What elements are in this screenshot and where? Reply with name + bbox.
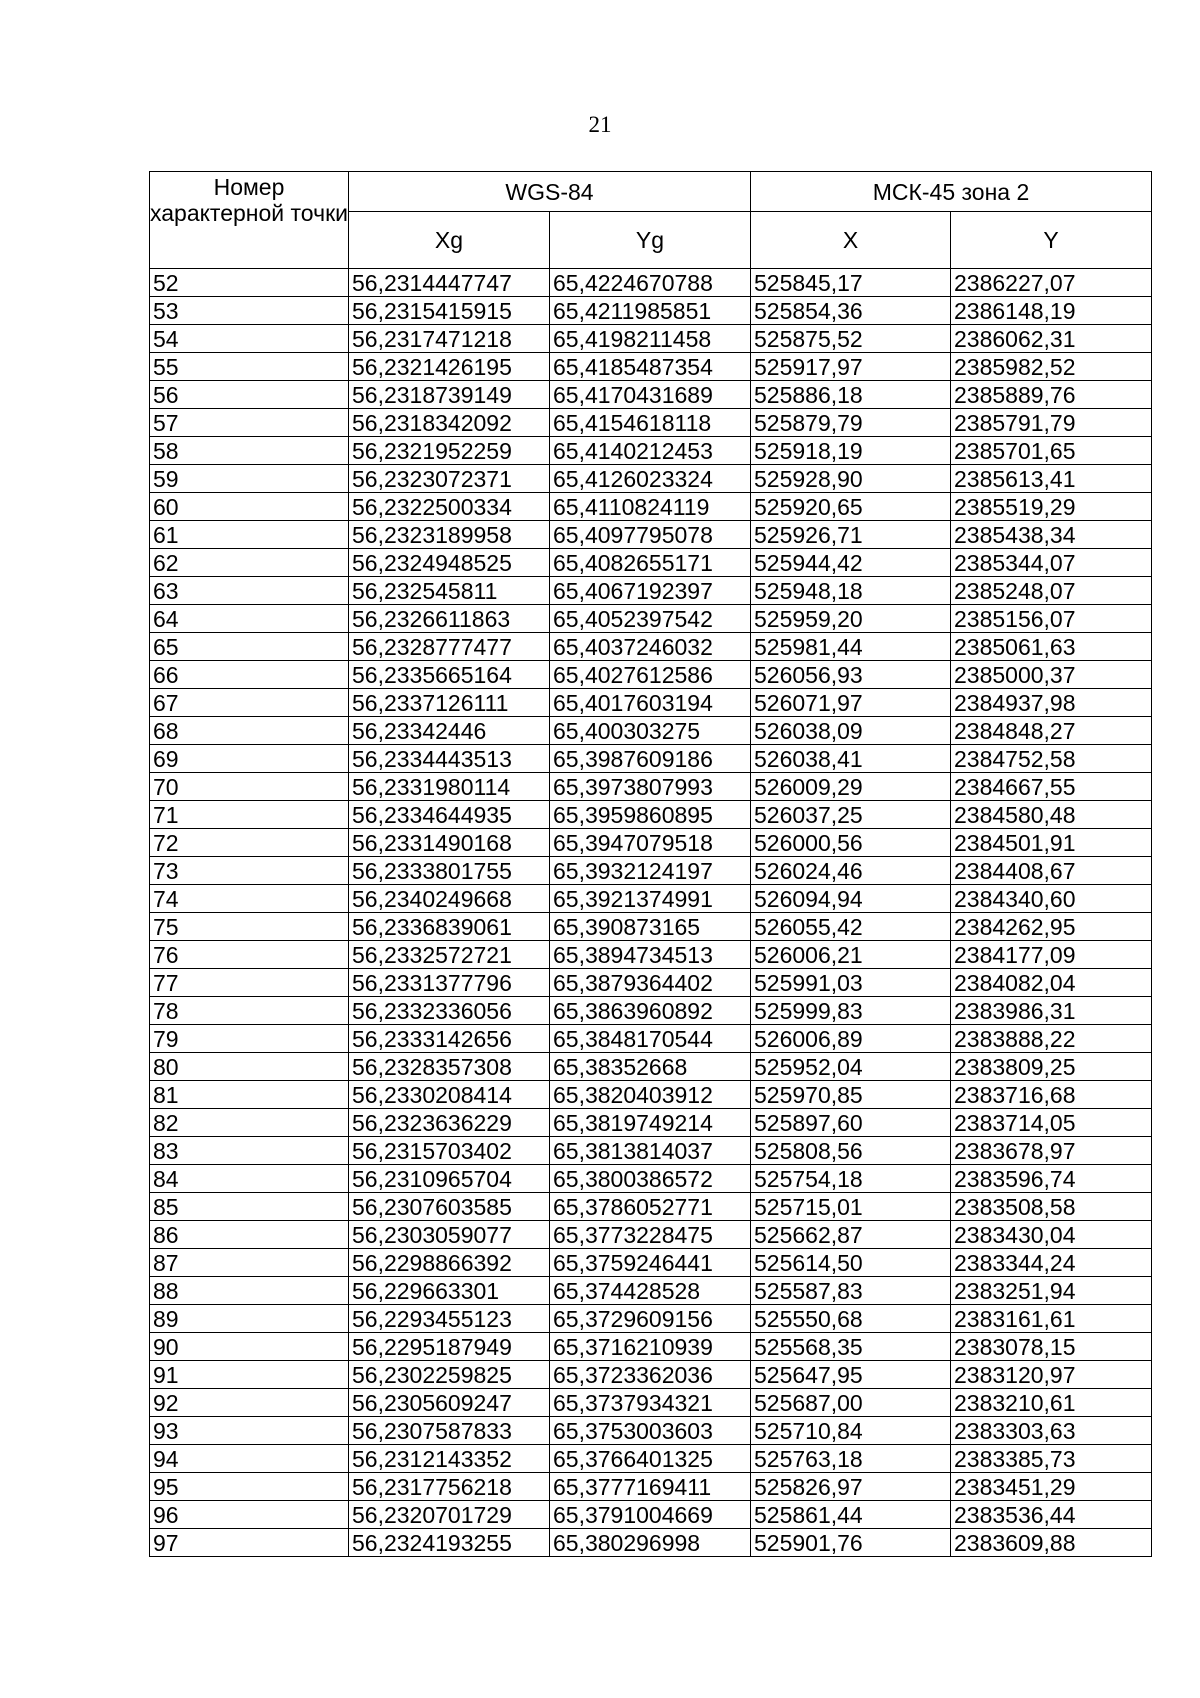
table-row [150, 1053, 1152, 1081]
y-cell: 2383609,88 [951, 1529, 1152, 1557]
y-cell: 2383161,61 [951, 1305, 1152, 1333]
point-number-cell: 66 [150, 661, 349, 689]
y-cell: 2383120,97 [951, 1361, 1152, 1389]
yg-cell: 65,3820403912 [550, 1081, 751, 1109]
table-row [150, 1109, 1152, 1137]
x-cell: 525763,18 [751, 1445, 951, 1473]
point-number-cell: 69 [150, 745, 349, 773]
xg-cell: 56,2314447747 [349, 269, 550, 297]
point-number-cell: 91 [150, 1361, 349, 1389]
y-cell: 2385061,63 [951, 633, 1152, 661]
table-row [150, 521, 1152, 549]
xg-cell: 56,2298866392 [349, 1249, 550, 1277]
y-cell: 2384752,58 [951, 745, 1152, 773]
x-cell: 525952,04 [751, 1053, 951, 1081]
x-cell: 525808,56 [751, 1137, 951, 1165]
point-number-cell: 63 [150, 577, 349, 605]
header-msk45: МСК-45 зона 2 [751, 172, 1152, 212]
x-cell: 525981,44 [751, 633, 951, 661]
x-cell: 525879,79 [751, 409, 951, 437]
xg-cell: 56,2333801755 [349, 857, 550, 885]
point-number-cell: 60 [150, 493, 349, 521]
x-cell: 526038,09 [751, 717, 951, 745]
y-cell: 2383210,61 [951, 1389, 1152, 1417]
yg-cell: 65,3729609156 [550, 1305, 751, 1333]
x-cell: 525920,65 [751, 493, 951, 521]
table-row [150, 1333, 1152, 1361]
table-row [150, 913, 1152, 941]
point-number-cell: 72 [150, 829, 349, 857]
x-cell: 525662,87 [751, 1221, 951, 1249]
table-row [150, 745, 1152, 773]
xg-cell: 56,2323072371 [349, 465, 550, 493]
x-cell: 526000,56 [751, 829, 951, 857]
yg-cell: 65,4140212453 [550, 437, 751, 465]
yg-cell: 65,3813814037 [550, 1137, 751, 1165]
xg-cell: 56,2293455123 [349, 1305, 550, 1333]
point-number-cell: 79 [150, 1025, 349, 1053]
xg-cell: 56,2305609247 [349, 1389, 550, 1417]
header-row-groups [150, 172, 1152, 212]
table-row [150, 1305, 1152, 1333]
table-row [150, 857, 1152, 885]
header-xg: Xg [349, 212, 550, 269]
y-cell: 2385438,34 [951, 521, 1152, 549]
table-row [150, 1081, 1152, 1109]
xg-cell: 56,2321426195 [349, 353, 550, 381]
yg-cell: 65,4211985851 [550, 297, 751, 325]
xg-cell: 56,2310965704 [349, 1165, 550, 1193]
xg-cell: 56,2324193255 [349, 1529, 550, 1557]
x-cell: 525854,36 [751, 297, 951, 325]
y-cell: 2385889,76 [951, 381, 1152, 409]
point-number-cell: 93 [150, 1417, 349, 1445]
xg-cell: 56,2312143352 [349, 1445, 550, 1473]
yg-cell: 65,400303275 [550, 717, 751, 745]
table-row [150, 1529, 1152, 1557]
point-number-cell: 95 [150, 1473, 349, 1501]
x-cell: 525647,95 [751, 1361, 951, 1389]
yg-cell: 65,3932124197 [550, 857, 751, 885]
y-cell: 2383678,97 [951, 1137, 1152, 1165]
y-cell: 2384937,98 [951, 689, 1152, 717]
xg-cell: 56,2331490168 [349, 829, 550, 857]
y-cell: 2383508,58 [951, 1193, 1152, 1221]
point-number-cell: 97 [150, 1529, 349, 1557]
xg-cell: 56,2324948525 [349, 549, 550, 577]
x-cell: 525710,84 [751, 1417, 951, 1445]
y-cell: 2383809,25 [951, 1053, 1152, 1081]
table-row [150, 633, 1152, 661]
x-cell: 526037,25 [751, 801, 951, 829]
header-wgs84: WGS-84 [349, 172, 751, 212]
yg-cell: 65,4037246032 [550, 633, 751, 661]
xg-cell: 56,2307603585 [349, 1193, 550, 1221]
xg-cell: 56,2331377796 [349, 969, 550, 997]
table-row [150, 1473, 1152, 1501]
xg-cell: 56,23342446 [349, 717, 550, 745]
x-cell: 525901,76 [751, 1529, 951, 1557]
xg-cell: 56,2322500334 [349, 493, 550, 521]
x-cell: 526071,97 [751, 689, 951, 717]
x-cell: 525715,01 [751, 1193, 951, 1221]
y-cell: 2384262,95 [951, 913, 1152, 941]
table-row [150, 997, 1152, 1025]
x-cell: 526094,94 [751, 885, 951, 913]
x-cell: 525970,85 [751, 1081, 951, 1109]
x-cell: 525568,35 [751, 1333, 951, 1361]
x-cell: 525614,50 [751, 1249, 951, 1277]
xg-cell: 56,2303059077 [349, 1221, 550, 1249]
x-cell: 525754,18 [751, 1165, 951, 1193]
y-cell: 2386148,19 [951, 297, 1152, 325]
y-cell: 2384501,91 [951, 829, 1152, 857]
x-cell: 525875,52 [751, 325, 951, 353]
yg-cell: 65,3759246441 [550, 1249, 751, 1277]
point-number-cell: 56 [150, 381, 349, 409]
y-cell: 2384848,27 [951, 717, 1152, 745]
xg-cell: 56,2328357308 [349, 1053, 550, 1081]
table-row [150, 829, 1152, 857]
yg-cell: 65,3777169411 [550, 1473, 751, 1501]
table-row [150, 325, 1152, 353]
xg-cell: 56,2295187949 [349, 1333, 550, 1361]
xg-cell: 56,2326611863 [349, 605, 550, 633]
x-cell: 526009,29 [751, 773, 951, 801]
x-cell: 525944,42 [751, 549, 951, 577]
x-cell: 525959,20 [751, 605, 951, 633]
y-cell: 2383536,44 [951, 1501, 1152, 1529]
point-number-cell: 74 [150, 885, 349, 913]
y-cell: 2384580,48 [951, 801, 1152, 829]
yg-cell: 65,380296998 [550, 1529, 751, 1557]
header-yg: Yg [550, 212, 751, 269]
table-row [150, 577, 1152, 605]
yg-cell: 65,4052397542 [550, 605, 751, 633]
yg-cell: 65,3773228475 [550, 1221, 751, 1249]
y-cell: 2385248,07 [951, 577, 1152, 605]
table-body [150, 269, 1152, 1557]
xg-cell: 56,2332572721 [349, 941, 550, 969]
yg-cell: 65,4154618118 [550, 409, 751, 437]
x-cell: 525886,18 [751, 381, 951, 409]
yg-cell: 65,3863960892 [550, 997, 751, 1025]
point-number-cell: 53 [150, 297, 349, 325]
point-number-cell: 67 [150, 689, 349, 717]
yg-cell: 65,390873165 [550, 913, 751, 941]
xg-cell: 56,2330208414 [349, 1081, 550, 1109]
y-cell: 2383596,74 [951, 1165, 1152, 1193]
table-row [150, 549, 1152, 577]
x-cell: 525917,97 [751, 353, 951, 381]
x-cell: 526006,89 [751, 1025, 951, 1053]
point-number-cell: 54 [150, 325, 349, 353]
y-cell: 2385701,65 [951, 437, 1152, 465]
y-cell: 2385156,07 [951, 605, 1152, 633]
y-cell: 2384667,55 [951, 773, 1152, 801]
xg-cell: 56,2334443513 [349, 745, 550, 773]
x-cell: 526055,42 [751, 913, 951, 941]
point-number-cell: 57 [150, 409, 349, 437]
yg-cell: 65,3848170544 [550, 1025, 751, 1053]
yg-cell: 65,4185487354 [550, 353, 751, 381]
y-cell: 2385000,37 [951, 661, 1152, 689]
y-cell: 2385613,41 [951, 465, 1152, 493]
table-row [150, 773, 1152, 801]
y-cell: 2386227,07 [951, 269, 1152, 297]
table-row [150, 409, 1152, 437]
y-cell: 2384408,67 [951, 857, 1152, 885]
x-cell: 525928,90 [751, 465, 951, 493]
point-number-cell: 64 [150, 605, 349, 633]
x-cell: 525826,97 [751, 1473, 951, 1501]
yg-cell: 65,3766401325 [550, 1445, 751, 1473]
point-number-cell: 71 [150, 801, 349, 829]
y-cell: 2384340,60 [951, 885, 1152, 913]
point-number-cell: 83 [150, 1137, 349, 1165]
table-row [150, 1249, 1152, 1277]
table-row [150, 465, 1152, 493]
point-number-cell: 73 [150, 857, 349, 885]
yg-cell: 65,3819749214 [550, 1109, 751, 1137]
yg-cell: 65,38352668 [550, 1053, 751, 1081]
header-point-number: Номер характерной точки [150, 172, 349, 269]
xg-cell: 56,2337126111 [349, 689, 550, 717]
xg-cell: 56,2315703402 [349, 1137, 550, 1165]
table-row [150, 1193, 1152, 1221]
table-row [150, 717, 1152, 745]
point-number-cell: 84 [150, 1165, 349, 1193]
table-row [150, 353, 1152, 381]
point-number-cell: 77 [150, 969, 349, 997]
point-number-cell: 55 [150, 353, 349, 381]
y-cell: 2385519,29 [951, 493, 1152, 521]
coordinates-table [149, 171, 1152, 1557]
x-cell: 525991,03 [751, 969, 951, 997]
y-cell: 2383303,63 [951, 1417, 1152, 1445]
table-row [150, 1361, 1152, 1389]
x-cell: 525926,71 [751, 521, 951, 549]
xg-cell: 56,2302259825 [349, 1361, 550, 1389]
table-row [150, 605, 1152, 633]
yg-cell: 65,3973807993 [550, 773, 751, 801]
x-cell: 525918,19 [751, 437, 951, 465]
x-cell: 525587,83 [751, 1277, 951, 1305]
y-cell: 2385791,79 [951, 409, 1152, 437]
header-y: Y [951, 212, 1152, 269]
yg-cell: 65,3879364402 [550, 969, 751, 997]
point-number-cell: 61 [150, 521, 349, 549]
point-number-cell: 86 [150, 1221, 349, 1249]
table-row [150, 297, 1152, 325]
x-cell: 525897,60 [751, 1109, 951, 1137]
y-cell: 2383714,05 [951, 1109, 1152, 1137]
y-cell: 2385344,07 [951, 549, 1152, 577]
table-row [150, 1165, 1152, 1193]
yg-cell: 65,3947079518 [550, 829, 751, 857]
xg-cell: 56,2334644935 [349, 801, 550, 829]
x-cell: 526056,93 [751, 661, 951, 689]
xg-cell: 56,2321952259 [349, 437, 550, 465]
xg-cell: 56,2320701729 [349, 1501, 550, 1529]
point-number-cell: 85 [150, 1193, 349, 1221]
yg-cell: 65,4017603194 [550, 689, 751, 717]
y-cell: 2383430,04 [951, 1221, 1152, 1249]
table-row [150, 1417, 1152, 1445]
yg-cell: 65,4027612586 [550, 661, 751, 689]
xg-cell: 56,2332336056 [349, 997, 550, 1025]
xg-cell: 56,2336839061 [349, 913, 550, 941]
table-row [150, 269, 1152, 297]
table-row [150, 1025, 1152, 1053]
table-row [150, 437, 1152, 465]
point-number-cell: 76 [150, 941, 349, 969]
yg-cell: 65,4082655171 [550, 549, 751, 577]
point-number-cell: 62 [150, 549, 349, 577]
table-row [150, 1277, 1152, 1305]
yg-cell: 65,3800386572 [550, 1165, 751, 1193]
yg-cell: 65,4170431689 [550, 381, 751, 409]
table-row [150, 941, 1152, 969]
table-row [150, 661, 1152, 689]
point-number-cell: 80 [150, 1053, 349, 1081]
point-number-cell: 88 [150, 1277, 349, 1305]
yg-cell: 65,4126023324 [550, 465, 751, 493]
x-cell: 525845,17 [751, 269, 951, 297]
table-row [150, 381, 1152, 409]
y-cell: 2383451,29 [951, 1473, 1152, 1501]
point-number-cell: 89 [150, 1305, 349, 1333]
table-row [150, 493, 1152, 521]
table-row [150, 1389, 1152, 1417]
xg-cell: 56,2331980114 [349, 773, 550, 801]
x-cell: 525687,00 [751, 1389, 951, 1417]
yg-cell: 65,3753003603 [550, 1417, 751, 1445]
y-cell: 2385982,52 [951, 353, 1152, 381]
x-cell: 525999,83 [751, 997, 951, 1025]
table-row [150, 1137, 1152, 1165]
xg-cell: 56,2340249668 [349, 885, 550, 913]
point-number-cell: 70 [150, 773, 349, 801]
y-cell: 2383986,31 [951, 997, 1152, 1025]
xg-cell: 56,2318342092 [349, 409, 550, 437]
yg-cell: 65,3723362036 [550, 1361, 751, 1389]
yg-cell: 65,3791004669 [550, 1501, 751, 1529]
y-cell: 2386062,31 [951, 325, 1152, 353]
header-x: X [751, 212, 951, 269]
point-number-cell: 75 [150, 913, 349, 941]
xg-cell: 56,2335665164 [349, 661, 550, 689]
x-cell: 526006,21 [751, 941, 951, 969]
xg-cell: 56,232545811 [349, 577, 550, 605]
yg-cell: 65,4067192397 [550, 577, 751, 605]
y-cell: 2384082,04 [951, 969, 1152, 997]
yg-cell: 65,4110824119 [550, 493, 751, 521]
x-cell: 525948,18 [751, 577, 951, 605]
yg-cell: 65,3959860895 [550, 801, 751, 829]
x-cell: 525861,44 [751, 1501, 951, 1529]
point-number-cell: 81 [150, 1081, 349, 1109]
table-row [150, 801, 1152, 829]
point-number-cell: 82 [150, 1109, 349, 1137]
y-cell: 2384177,09 [951, 941, 1152, 969]
point-number-cell: 87 [150, 1249, 349, 1277]
point-number-cell: 59 [150, 465, 349, 493]
y-cell: 2383344,24 [951, 1249, 1152, 1277]
xg-cell: 56,2317756218 [349, 1473, 550, 1501]
y-cell: 2383716,68 [951, 1081, 1152, 1109]
point-number-cell: 90 [150, 1333, 349, 1361]
point-number-cell: 96 [150, 1501, 349, 1529]
xg-cell: 56,2323636229 [349, 1109, 550, 1137]
yg-cell: 65,374428528 [550, 1277, 751, 1305]
xg-cell: 56,2328777477 [349, 633, 550, 661]
table-row [150, 885, 1152, 913]
yg-cell: 65,3987609186 [550, 745, 751, 773]
y-cell: 2383078,15 [951, 1333, 1152, 1361]
yg-cell: 65,3716210939 [550, 1333, 751, 1361]
y-cell: 2383385,73 [951, 1445, 1152, 1473]
table-header [150, 172, 1152, 269]
x-cell: 526024,46 [751, 857, 951, 885]
point-number-cell: 68 [150, 717, 349, 745]
yg-cell: 65,3921374991 [550, 885, 751, 913]
yg-cell: 65,4097795078 [550, 521, 751, 549]
point-number-cell: 58 [150, 437, 349, 465]
table-row [150, 1221, 1152, 1249]
yg-cell: 65,3894734513 [550, 941, 751, 969]
yg-cell: 65,4198211458 [550, 325, 751, 353]
xg-cell: 56,2333142656 [349, 1025, 550, 1053]
point-number-cell: 78 [150, 997, 349, 1025]
yg-cell: 65,4224670788 [550, 269, 751, 297]
table-row [150, 689, 1152, 717]
yg-cell: 65,3737934321 [550, 1389, 751, 1417]
xg-cell: 56,229663301 [349, 1277, 550, 1305]
point-number-cell: 52 [150, 269, 349, 297]
page-number: 21 [588, 112, 612, 137]
y-cell: 2383251,94 [951, 1277, 1152, 1305]
point-number-cell: 92 [150, 1389, 349, 1417]
xg-cell: 56,2315415915 [349, 297, 550, 325]
xg-cell: 56,2307587833 [349, 1417, 550, 1445]
point-number-cell: 94 [150, 1445, 349, 1473]
x-cell: 526038,41 [751, 745, 951, 773]
x-cell: 525550,68 [751, 1305, 951, 1333]
yg-cell: 65,3786052771 [550, 1193, 751, 1221]
xg-cell: 56,2323189958 [349, 521, 550, 549]
point-number-cell: 65 [150, 633, 349, 661]
table-row [150, 1501, 1152, 1529]
table-row [150, 1445, 1152, 1473]
table-row [150, 969, 1152, 997]
xg-cell: 56,2317471218 [349, 325, 550, 353]
y-cell: 2383888,22 [951, 1025, 1152, 1053]
xg-cell: 56,2318739149 [349, 381, 550, 409]
